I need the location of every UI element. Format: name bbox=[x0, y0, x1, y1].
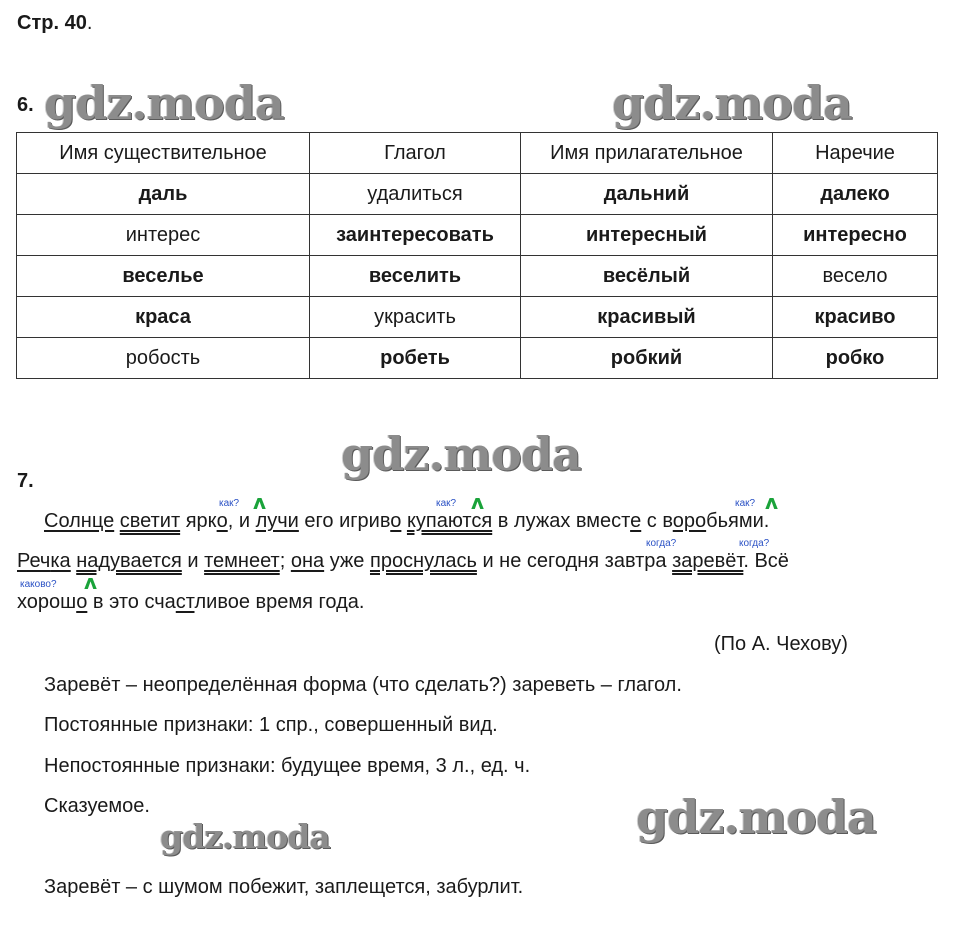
table-cell: далеко bbox=[773, 174, 938, 215]
header-verb: Глагол bbox=[310, 133, 521, 174]
table-cell: робеть bbox=[310, 338, 521, 379]
text-word: бьями. bbox=[706, 510, 770, 532]
question-hint: как? bbox=[219, 498, 240, 509]
text-word: его игрив bbox=[298, 510, 391, 532]
table-cell: веселить bbox=[310, 256, 521, 297]
text-line-2 bbox=[17, 551, 789, 571]
text-word: уже bbox=[324, 550, 370, 572]
marked-letters: оро bbox=[672, 510, 707, 532]
text-word: ливое время года. bbox=[194, 591, 365, 613]
marked-letters: ст bbox=[175, 591, 195, 613]
table-cell: интерес bbox=[17, 215, 310, 256]
predicate-word: темнеет bbox=[204, 550, 280, 572]
chevron-up-icon: ʌ bbox=[471, 490, 485, 514]
table-cell: весёлый bbox=[521, 256, 773, 297]
table-row bbox=[17, 256, 938, 297]
task-6-number: 6. bbox=[17, 94, 34, 116]
source-attribution: (По А. Чехову) bbox=[714, 633, 848, 655]
marked-letter: о bbox=[390, 510, 402, 532]
table-cell: интересно bbox=[773, 215, 938, 256]
subject-word: Речка bbox=[17, 550, 71, 572]
chevron-up-icon: ʌ bbox=[84, 570, 98, 594]
predicate-word: проснулась bbox=[369, 550, 477, 572]
table-row bbox=[17, 174, 938, 215]
page-label: Стр. 40. bbox=[17, 12, 93, 34]
table-cell: интересный bbox=[521, 215, 773, 256]
table-cell: украсить bbox=[310, 297, 521, 338]
table-cell: робкий bbox=[521, 338, 773, 379]
header-noun: Имя существительное bbox=[17, 133, 310, 174]
predicate-word: купаются bbox=[406, 510, 493, 532]
table-row bbox=[17, 215, 938, 256]
watermark-logo: gdz.moda bbox=[612, 76, 852, 130]
question-hint: когда? bbox=[739, 538, 770, 549]
table-cell: весело bbox=[773, 256, 938, 297]
analysis-line: Заревёт – неопределённая форма (что сделать?) зареветь – глагол. bbox=[44, 674, 682, 696]
marked-letter: е bbox=[630, 510, 642, 532]
table-cell: веселье bbox=[17, 256, 310, 297]
text-word: . Всё bbox=[743, 550, 789, 572]
watermark-logo: gdz.moda bbox=[341, 427, 581, 481]
chevron-up-icon: ʌ bbox=[765, 490, 779, 514]
analysis-line: Непостоянные признаки: будущее время, 3 л., ед. ч. bbox=[44, 755, 531, 777]
synonyms-line: Заревёт – с шумом побежит, заплещется, забурлит. bbox=[44, 876, 524, 898]
table-cell: краса bbox=[17, 297, 310, 338]
predicate-word: заревёт bbox=[672, 550, 744, 572]
task-7-number: 7. bbox=[17, 470, 34, 492]
subject-word: Солнце bbox=[44, 510, 115, 532]
marked-letters: ка bbox=[50, 550, 71, 572]
text-word: и bbox=[181, 550, 205, 572]
analysis-line: Постоянные признаки: 1 спр., совершенный вид. bbox=[44, 714, 498, 736]
text-word: с в bbox=[641, 510, 673, 532]
predicate-word: надувается bbox=[76, 550, 182, 572]
watermark-logo: gdz.moda bbox=[160, 817, 330, 856]
watermark-logo: gdz.moda bbox=[636, 790, 876, 844]
table-cell: робко bbox=[773, 338, 938, 379]
table-cell: удалиться bbox=[310, 174, 521, 215]
marked-letter: о bbox=[76, 591, 88, 613]
subject-word: лучи bbox=[255, 510, 299, 532]
subject-word: она bbox=[290, 550, 325, 572]
watermark-logo: gdz.moda bbox=[44, 76, 284, 130]
table-row bbox=[17, 297, 938, 338]
text-word: в лужах вмест bbox=[492, 510, 631, 532]
question-hint: когда? bbox=[646, 538, 677, 549]
text-word: в это сча bbox=[87, 591, 176, 613]
question-hint: как? bbox=[436, 498, 457, 509]
table-header-row bbox=[17, 133, 938, 174]
marked-letter: о bbox=[216, 510, 228, 532]
predicate-word: светит bbox=[119, 510, 181, 532]
text-word: хорош bbox=[17, 591, 77, 613]
text-word: , и bbox=[227, 510, 256, 532]
analysis-line: Сказуемое. bbox=[44, 795, 150, 817]
header-adjective: Имя прилагательное bbox=[521, 133, 773, 174]
table-cell: заинтересовать bbox=[310, 215, 521, 256]
text-word: ; bbox=[279, 550, 291, 572]
table-cell: робость bbox=[17, 338, 310, 379]
table-cell: даль bbox=[17, 174, 310, 215]
question-hint: каково? bbox=[20, 579, 57, 590]
text-line-3 bbox=[17, 592, 364, 612]
chevron-up-icon: ʌ bbox=[253, 490, 267, 514]
table-cell: красиво bbox=[773, 297, 938, 338]
table-cell: красивый bbox=[521, 297, 773, 338]
table-cell: дальний bbox=[521, 174, 773, 215]
text-line-1 bbox=[44, 511, 769, 531]
text-word: ярк bbox=[185, 510, 217, 532]
word-forms-table bbox=[16, 132, 938, 379]
header-adverb: Наречие bbox=[773, 133, 938, 174]
table-row bbox=[17, 338, 938, 379]
question-hint: как? bbox=[735, 498, 756, 509]
text-word: и не сегодня завтра bbox=[476, 550, 673, 572]
